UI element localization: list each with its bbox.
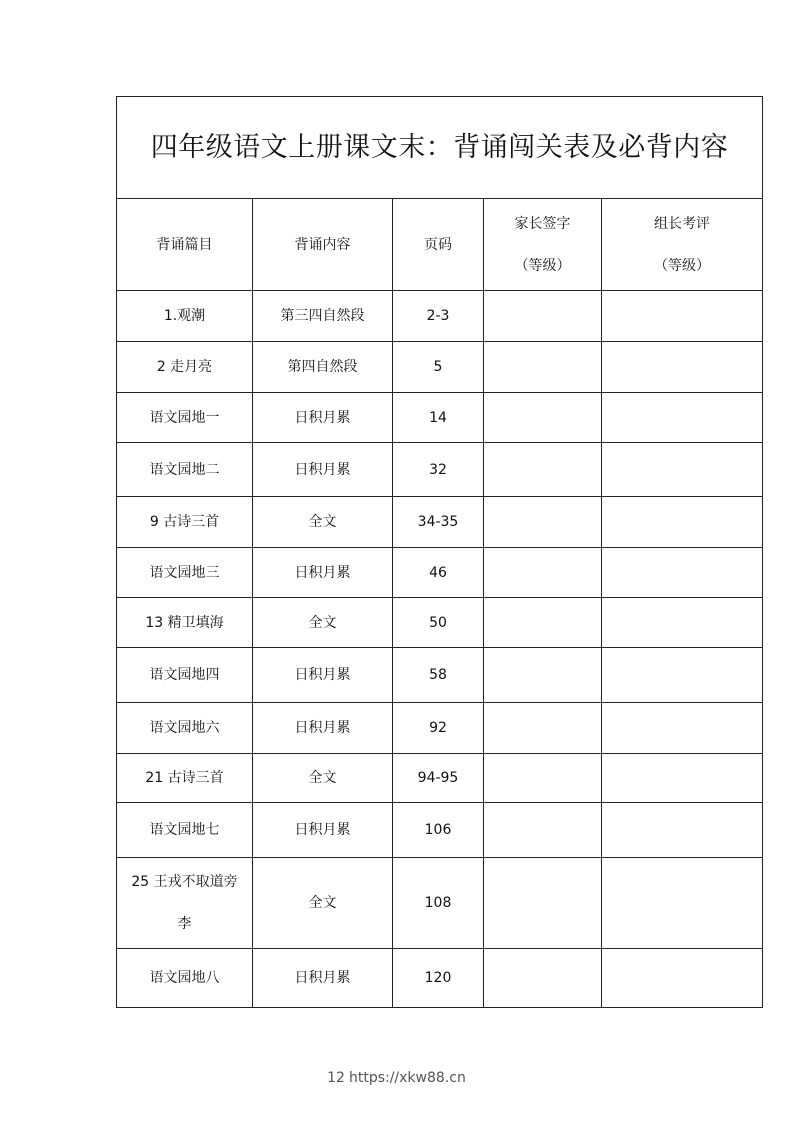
piece-cell: 语文园地八	[117, 949, 253, 1008]
piece-line-2: 李	[177, 916, 192, 932]
content-cell: 第三四自然段	[253, 291, 393, 342]
page-cell: 108	[393, 858, 484, 949]
table-row	[117, 497, 763, 548]
page-cell: 32	[393, 443, 484, 497]
piece-cell: 2 走月亮	[117, 342, 253, 393]
page-title: 四年级语文上册课文末：背诵闯关表及必背内容	[117, 97, 763, 199]
page-number: 12	[327, 1070, 345, 1086]
page-cell: 14	[393, 393, 484, 443]
header-parent-sign	[484, 199, 602, 291]
leader-eval-cell[interactable]	[602, 803, 763, 858]
page-cell: 92	[393, 703, 484, 754]
page-cell: 5	[393, 342, 484, 393]
piece-cell: 语文园地一	[117, 393, 253, 443]
leader-eval-cell[interactable]	[602, 598, 763, 648]
header-content: 背诵内容	[253, 199, 393, 291]
parent-sign-cell[interactable]	[484, 858, 602, 949]
piece-cell: 21 古诗三首	[117, 754, 253, 803]
header-piece: 背诵篇目	[117, 199, 253, 291]
table-header-row	[117, 199, 763, 291]
page-cell: 94-95	[393, 754, 484, 803]
table-row	[117, 291, 763, 342]
page-cell: 2-3	[393, 291, 484, 342]
header-leader-eval	[602, 199, 763, 291]
content-cell: 日积月累	[253, 803, 393, 858]
piece-cell: 语文园地二	[117, 443, 253, 497]
parent-sign-cell[interactable]	[484, 497, 602, 548]
header-parent-sign-label: 家长签字	[514, 215, 571, 232]
parent-sign-cell[interactable]	[484, 548, 602, 598]
parent-sign-cell[interactable]	[484, 754, 602, 803]
parent-sign-cell[interactable]	[484, 648, 602, 703]
content-cell: 日积月累	[253, 648, 393, 703]
content-cell: 日积月累	[253, 443, 393, 497]
content-cell: 全文	[253, 497, 393, 548]
piece-cell: 语文园地六	[117, 703, 253, 754]
header-page: 页码	[393, 199, 484, 291]
page-cell: 106	[393, 803, 484, 858]
page-cell: 50	[393, 598, 484, 648]
parent-sign-cell[interactable]	[484, 291, 602, 342]
header-leader-eval-sub: （等级）	[654, 257, 711, 274]
content-cell: 第四自然段	[253, 342, 393, 393]
content-cell: 全文	[253, 858, 393, 949]
parent-sign-cell[interactable]	[484, 949, 602, 1008]
page-cell: 34-35	[393, 497, 484, 548]
piece-cell: 语文园地四	[117, 648, 253, 703]
piece-cell: 语文园地三	[117, 548, 253, 598]
table-row	[117, 648, 763, 703]
piece-cell: 13 精卫填海	[117, 598, 253, 648]
page-cell: 58	[393, 648, 484, 703]
piece-cell	[117, 858, 253, 949]
parent-sign-cell[interactable]	[484, 803, 602, 858]
leader-eval-cell[interactable]	[602, 703, 763, 754]
content-cell: 全文	[253, 598, 393, 648]
table-row	[117, 754, 763, 803]
table-row	[117, 443, 763, 497]
parent-sign-cell[interactable]	[484, 393, 602, 443]
piece-cell: 语文园地七	[117, 803, 253, 858]
leader-eval-cell[interactable]	[602, 393, 763, 443]
page-footer	[0, 1070, 793, 1086]
content-cell: 日积月累	[253, 548, 393, 598]
leader-eval-cell[interactable]	[602, 548, 763, 598]
content-cell: 日积月累	[253, 393, 393, 443]
table-row	[117, 949, 763, 1008]
piece-cell: 9 古诗三首	[117, 497, 253, 548]
table-row	[117, 598, 763, 648]
content-cell: 全文	[253, 754, 393, 803]
footer-url[interactable]: https://xkw88.cn	[348, 1070, 466, 1086]
leader-eval-cell[interactable]	[602, 648, 763, 703]
leader-eval-cell[interactable]	[602, 497, 763, 548]
recitation-table	[116, 96, 763, 1008]
table-row	[117, 393, 763, 443]
content-cell: 日积月累	[253, 703, 393, 754]
parent-sign-cell[interactable]	[484, 703, 602, 754]
parent-sign-cell[interactable]	[484, 598, 602, 648]
leader-eval-cell[interactable]	[602, 858, 763, 949]
table-row	[117, 548, 763, 598]
parent-sign-cell[interactable]	[484, 443, 602, 497]
page-cell: 46	[393, 548, 484, 598]
table-row	[117, 703, 763, 754]
table-row	[117, 858, 763, 949]
content-cell: 日积月累	[253, 949, 393, 1008]
parent-sign-cell[interactable]	[484, 342, 602, 393]
header-parent-sign-sub: （等级）	[514, 257, 571, 274]
leader-eval-cell[interactable]	[602, 342, 763, 393]
piece-line-1: 25 王戎不取道旁	[131, 874, 238, 890]
leader-eval-cell[interactable]	[602, 291, 763, 342]
leader-eval-cell[interactable]	[602, 754, 763, 803]
table-row	[117, 342, 763, 393]
header-leader-eval-label: 组长考评	[654, 215, 711, 232]
table-row	[117, 803, 763, 858]
leader-eval-cell[interactable]	[602, 949, 763, 1008]
piece-cell: 1.观潮	[117, 291, 253, 342]
page-cell: 120	[393, 949, 484, 1008]
leader-eval-cell[interactable]	[602, 443, 763, 497]
